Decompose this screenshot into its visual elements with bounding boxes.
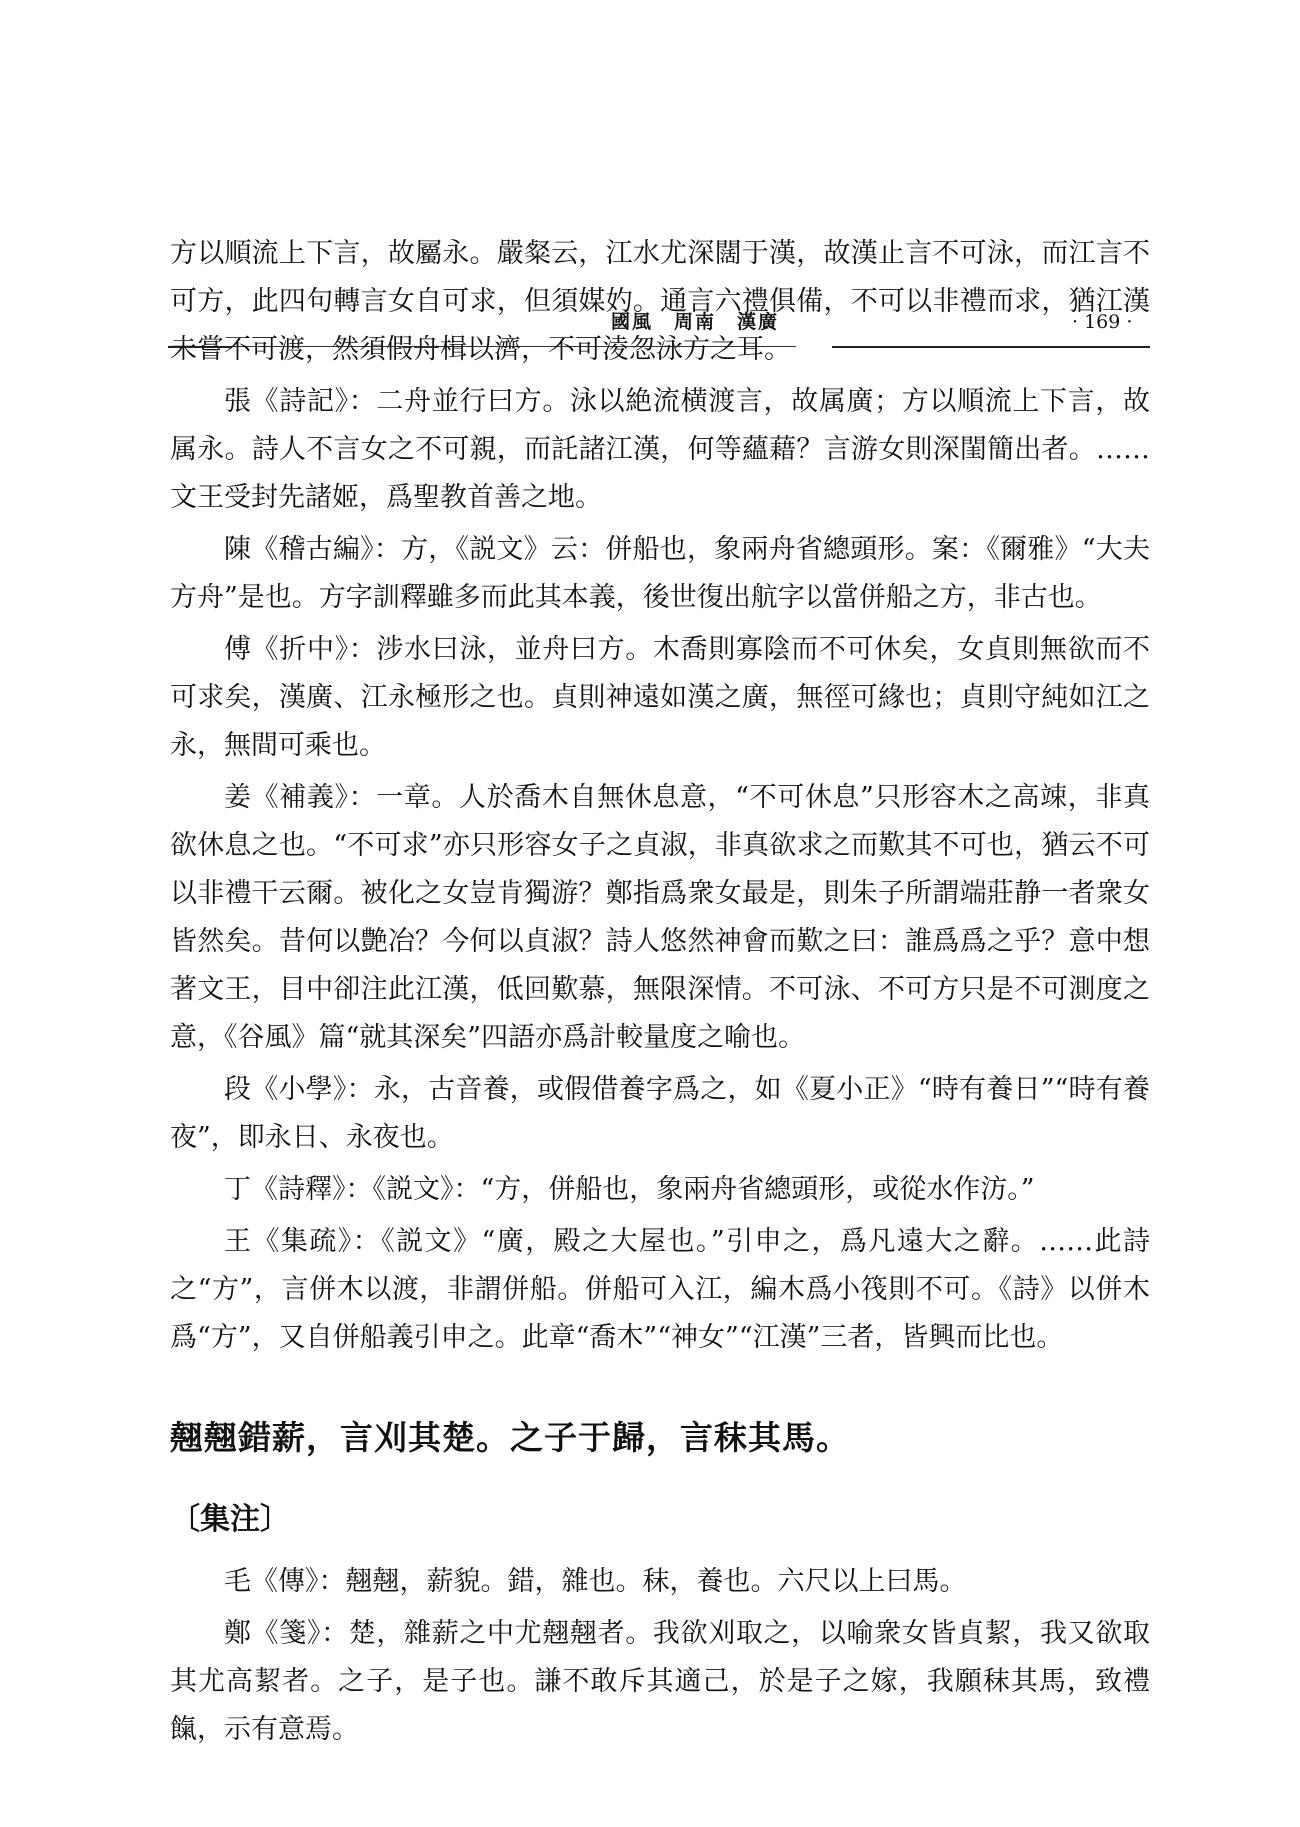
paragraph-duan-xiaoxue: 段《小學》：永，古音養，或假借養字爲之，如《夏小正》“時有養日”“時有養夜”，即永日、永夜也。 (170, 1074, 1150, 1153)
paragraph-wang-jishu: 王《集疏》：《説文》“廣，殿之大屋也。”引申之，爲凡遠大之辭。……此詩之“方”，言併木以渡，非謂併船。併船可入江，編木爲小筏則不可。《詩》以併木爲“方”，又自併船義引申之。此章“喬木”“神女”“江漢”三者，皆興而比也。 (170, 1226, 1150, 1353)
paragraph-fu-zhezhong: 傅《折中》：涉水曰泳，並舟曰方。木喬則寡陰而不可休矣，女貞則無欲而不可求矣，漢廣、江永極形之也。貞則神遠如漢之廣，無徑可緣也；貞則守純如江之永，無間可乘也。 (170, 634, 1150, 761)
note-mao-zhuan: 毛《傳》：翹翹，薪貌。錯，雜也。秣，養也。六尺以上曰馬。 (224, 1566, 967, 1597)
main-text (170, 230, 1150, 1758)
note-zheng-jian: 鄭《箋》：楚，雜薪之中尤翹翹者。我欲刈取之，以喻衆女皆貞絜，我又欲取其尤高絜者。之子，是子也。謙不敢斥其適己，於是子之嫁，我願秣其馬，致禮餼，示有意焉。 (170, 1618, 1150, 1745)
paragraph-continued: 方以順流上下言，故屬永。嚴粲云，江水尤深闊于漢，故漢止言不可泳，而江言不可方，此四句轉言女自可求，但須媒妁。通言六禮俱備，不可以非禮而求，猶江漢未嘗不可渡，然須假舟楫以濟，不可淩忽泳方之耳。 (170, 238, 1150, 365)
page-number: · 169 · (1072, 311, 1133, 333)
section-heading-jizhu: 〔集注〕 (170, 1502, 290, 1537)
paragraph-ding-shishi: 丁《詩釋》：《説文》：“方，併船也，象兩舟省總頭形，或從水作汸。” (224, 1174, 1035, 1205)
verse-line: 翹翹錯薪，言刈其楚。之子于歸，言秣其馬。 (170, 1418, 850, 1457)
paragraph-jiang-buyi: 姜《補義》：一章。人於喬木自無休息意，“不可休息”只形容木之高竦，非真欲休息之也。“不可求”亦只形容女子之貞淑，非真欲求之而歎其不可也，猶云不可以非禮干云爾。被化之女豈肯獨游？鄭指爲衆女最是，則朱子所謂端莊静一者衆女皆然矣。昔何以艶冶？今何以貞淑？詩人悠然神會而歎之曰：誰爲爲之乎？意中想著文王，目中卻注此江漢，低回歎慕，無限深情。不可泳、不可方只是不可測度之意，《谷風》篇“就其深矣”四語亦爲計較量度之喻也。 (170, 782, 1150, 1053)
paragraph-zhang-shiji: 張《詩記》：二舟並行曰方。泳以絶流横渡言，故属廣；方以順流上下言，故属永。詩人不言女之不可親，而託諸江漢，何等蘊藉？言游女則深閨簡出者。……文王受封先諸姬，爲聖教首善之地。 (170, 386, 1150, 513)
paragraph-chen-jiguben: 陳《稽古編》：方，《説文》云：併船也，象兩舟省總頭形。案：《爾雅》“大夫方舟”是也。方字訓釋雖多而此其本義，後世復出航字以當併船之方，非古也。 (170, 534, 1150, 613)
header-title: 國風 周南 漢廣 (610, 311, 779, 333)
